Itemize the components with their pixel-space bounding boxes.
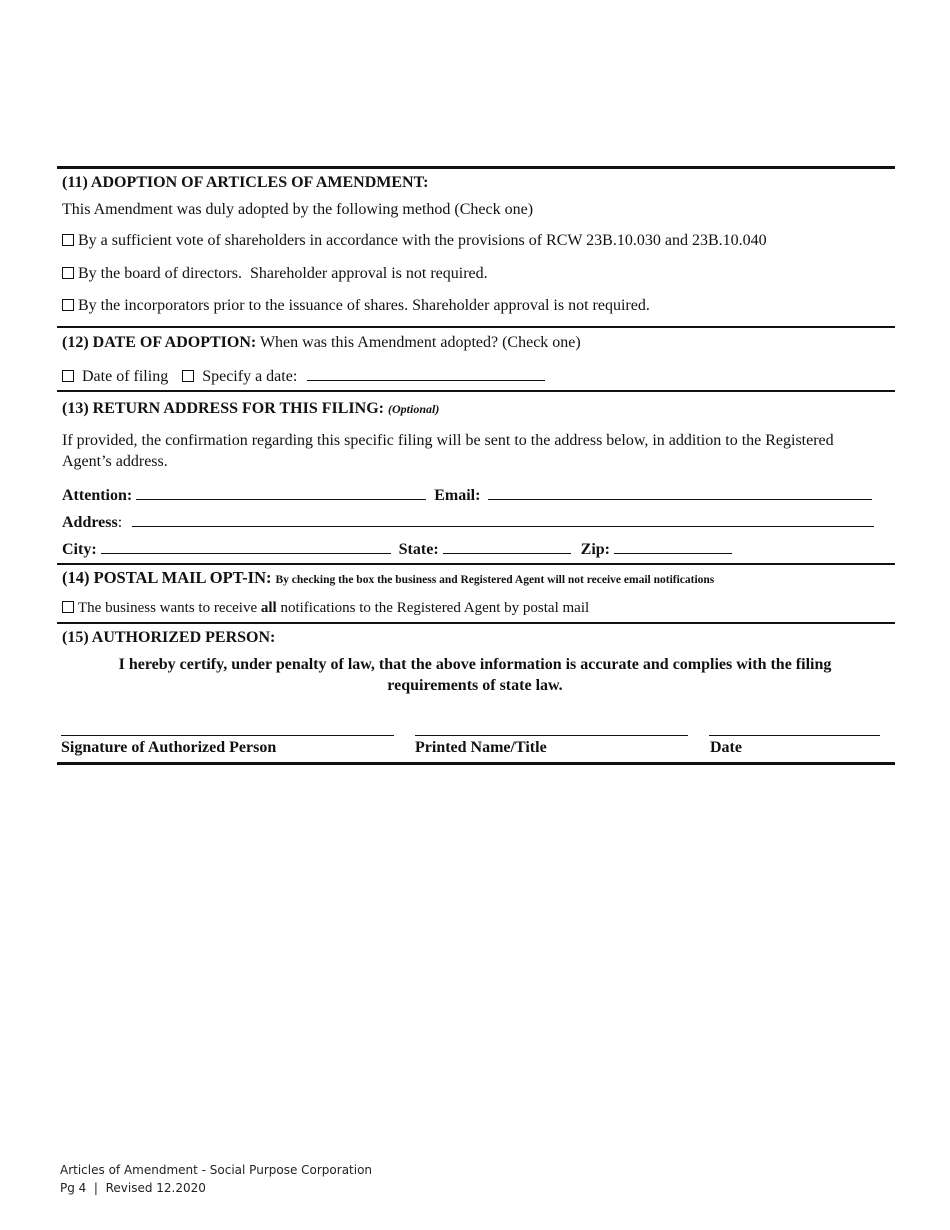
checkbox[interactable] — [62, 267, 74, 279]
signature-label: Signature of Authorized Person — [61, 739, 277, 756]
adoption-option-board[interactable] — [62, 264, 488, 284]
address-field[interactable] — [132, 511, 874, 527]
option-label: By a sufficient vote of shareholders in accordance with the provisions of RCW 23B.10.030 and 23B.10.040 — [78, 232, 767, 249]
specify-date-field[interactable] — [307, 365, 545, 381]
adoption-option-shareholders[interactable] — [62, 231, 767, 251]
date-options-row — [62, 365, 545, 387]
signature-line[interactable] — [61, 735, 394, 736]
date-of-filing-label: Date of filing — [82, 368, 169, 385]
section-15-heading: (15) AUTHORIZED PERSON: — [62, 629, 276, 646]
postal-mail-checkbox[interactable] — [62, 601, 74, 613]
state-label: State: — [398, 541, 439, 558]
adoption-option-incorporators[interactable] — [62, 296, 650, 316]
option-label: By the incorporators prior to the issuance of shares. Shareholder approval is not required. — [78, 297, 650, 314]
date-label: Date — [710, 739, 742, 756]
address-row — [62, 511, 874, 533]
section-12-top-rule — [57, 326, 895, 328]
section-13-heading: (13) RETURN ADDRESS FOR THIS FILING: — [62, 400, 384, 417]
section-14-note: By checking the box the business and Registered Agent will not receive email notifications — [275, 574, 715, 586]
email-field[interactable] — [488, 484, 872, 500]
section-15-top-rule — [57, 622, 895, 624]
city-state-zip-row — [62, 538, 732, 560]
section-13-header-row — [62, 399, 439, 419]
certify-line-2: requirements of state law. — [387, 677, 563, 694]
section-14-heading: (14) POSTAL MAIL OPT-IN: — [62, 568, 272, 587]
zip-field[interactable] — [614, 538, 732, 554]
section-14-header-row — [62, 568, 714, 590]
postal-option-pre: The business wants to receive — [78, 600, 258, 616]
postal-option-bold: all — [260, 600, 277, 616]
date-of-filing-checkbox[interactable] — [62, 370, 74, 382]
checkbox[interactable] — [62, 299, 74, 311]
section-11-heading: (11) ADOPTION OF ARTICLES OF AMENDMENT: — [62, 174, 429, 191]
certify-line-1: I hereby certify, under penalty of law, that the above information is accurate and complies with the filing — [118, 656, 832, 673]
email-label: Email: — [434, 487, 481, 504]
specify-date-checkbox[interactable] — [182, 370, 194, 382]
option-label: By the board of directors. Shareholder approval is not required. — [78, 265, 488, 282]
address-label: Address — [62, 514, 118, 531]
city-label: City: — [62, 541, 97, 558]
section-12-question: When was this Amendment adopted? (Check one) — [259, 334, 581, 351]
printed-name-line[interactable] — [415, 735, 688, 736]
postal-mail-option[interactable] — [62, 598, 589, 618]
checkbox[interactable] — [62, 234, 74, 246]
section-13-desc-2: Agent’s address. — [62, 453, 168, 470]
attention-email-row — [62, 484, 872, 506]
section-12-header-row — [62, 333, 581, 353]
attention-label: Attention: — [62, 487, 133, 504]
postal-option-post: notifications to the Registered Agent by postal mail — [280, 600, 590, 616]
address-colon: : — [117, 514, 123, 531]
footer-page-info: Pg 4 | Revised 12.2020 — [60, 1181, 206, 1195]
zip-label: Zip: — [580, 541, 610, 558]
city-field[interactable] — [101, 538, 391, 554]
footer — [60, 1161, 372, 1197]
section-13-desc-1: If provided, the confirmation regarding this specific filing will be sent to the address below, in addition to the Registered — [62, 432, 834, 449]
specify-date-label: Specify a date: — [202, 368, 298, 385]
state-field[interactable] — [443, 538, 571, 554]
section-12-heading: (12) DATE OF ADOPTION: — [62, 334, 257, 351]
attention-field[interactable] — [136, 484, 426, 500]
optional-note: (Optional) — [387, 402, 440, 416]
printed-name-label: Printed Name/Title — [415, 739, 547, 756]
footer-title: Articles of Amendment - Social Purpose Corporation — [60, 1163, 373, 1177]
section-15-bottom-rule — [57, 762, 895, 765]
section-13-top-rule — [57, 390, 895, 392]
section-11-intro: This Amendment was duly adopted by the following method (Check one) — [62, 201, 534, 218]
section-11-top-rule — [57, 166, 895, 169]
date-line[interactable] — [709, 735, 880, 736]
section-14-top-rule — [57, 563, 895, 565]
